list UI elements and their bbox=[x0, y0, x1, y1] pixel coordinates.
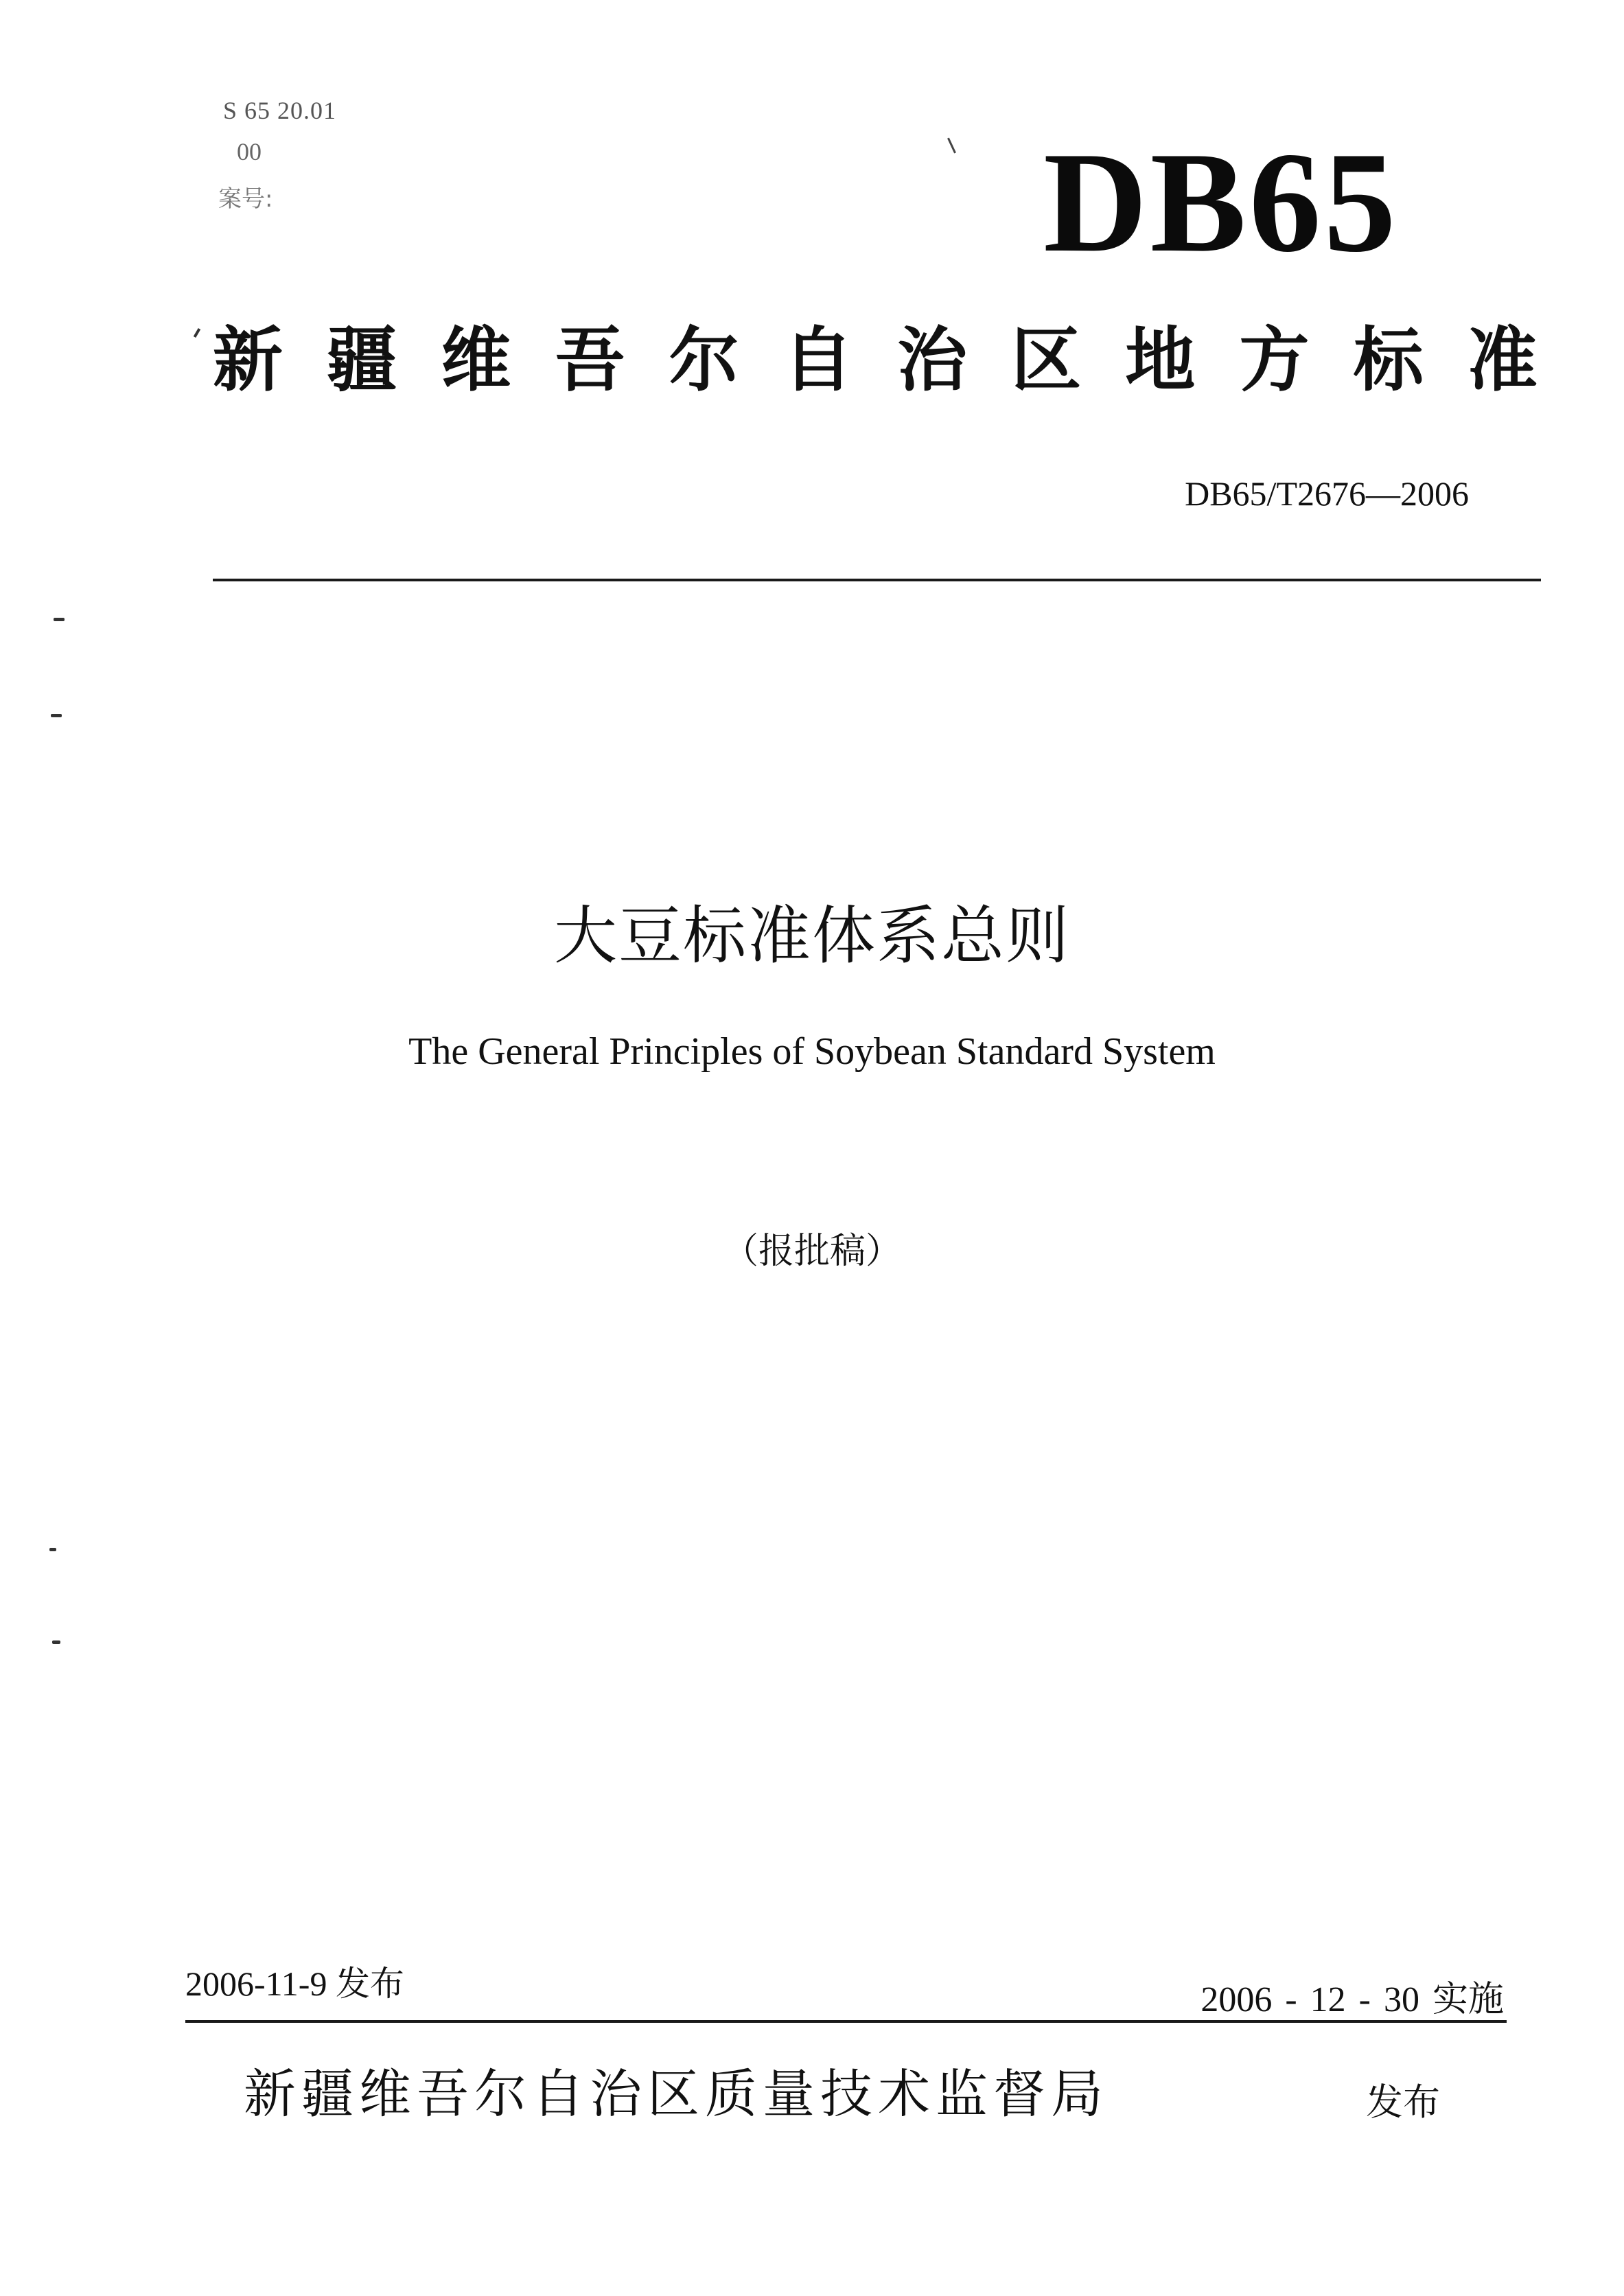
document-title-chinese: 大豆标准体系总则 bbox=[553, 899, 1070, 973]
category-char: 维 bbox=[441, 320, 511, 402]
standard-number: DB65/T2676—2006 bbox=[1185, 474, 1469, 513]
category-char: 自 bbox=[782, 320, 853, 402]
scan-speck bbox=[49, 1548, 56, 1551]
issue-date: 2006-11-9 发布 bbox=[185, 1964, 404, 2003]
issuing-authority: 新疆维吾尔自治区质量技术监督局 bbox=[244, 2063, 1109, 2124]
category-char: 地 bbox=[1125, 320, 1196, 402]
document-title-english: The General Principles of Soybean Standard System bbox=[408, 1030, 1216, 1073]
scan-mark bbox=[194, 328, 200, 338]
filing-number: 案号: bbox=[218, 185, 273, 213]
category-char: 方 bbox=[1239, 320, 1310, 402]
ics-code: S 65 20.01 bbox=[223, 97, 337, 124]
category-char: 吾 bbox=[555, 320, 625, 402]
standard-category-title bbox=[213, 320, 1538, 402]
issuer-suffix: 发布 bbox=[1366, 2080, 1440, 2124]
category-char: 尔 bbox=[669, 320, 739, 402]
ccs-code: 00 bbox=[237, 138, 262, 165]
scan-speck bbox=[54, 618, 65, 621]
scan-speck bbox=[52, 1640, 60, 1644]
implementation-date: 2006 - 12 - 30 实施 bbox=[1200, 1980, 1504, 2019]
category-char: 治 bbox=[897, 320, 968, 402]
scan-mark bbox=[947, 137, 956, 153]
scan-speck bbox=[51, 714, 62, 717]
header-divider bbox=[213, 579, 1541, 581]
category-char: 区 bbox=[1011, 320, 1082, 402]
footer-divider bbox=[185, 2020, 1507, 2023]
category-char: 新 bbox=[213, 320, 283, 402]
category-char: 疆 bbox=[327, 320, 397, 402]
draft-status: （报批稿） bbox=[722, 1231, 901, 1272]
category-char: 标 bbox=[1353, 320, 1424, 402]
db65-logo: DB65 bbox=[1043, 123, 1399, 282]
category-char: 准 bbox=[1467, 320, 1538, 402]
